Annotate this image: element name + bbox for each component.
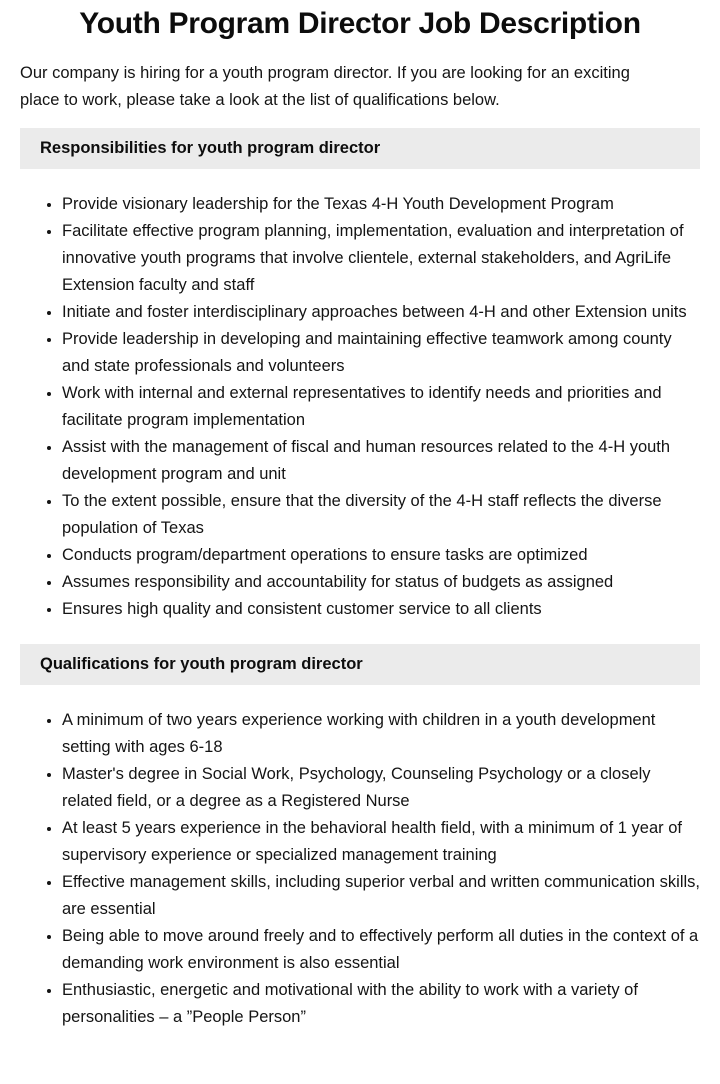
bullet-text: Effective management skills, including superior verbal and written communication skills, are essential (62, 873, 700, 918)
bullet-text: Ensures high quality and consistent customer service to all clients (62, 600, 542, 618)
bullet-text: Provide visionary leadership for the Texas 4-H Youth Development Program (62, 195, 614, 213)
page-title: Youth Program Director Job Description (79, 7, 641, 40)
list-item (62, 596, 700, 623)
bullet-text: Being able to move around freely and to effectively perform all duties in the context of a demanding work environment is also essential (62, 927, 699, 972)
list-item (62, 434, 700, 488)
list-item (62, 326, 700, 380)
list-item (62, 761, 700, 815)
bullet-text: Assist with the management of fiscal and human resources related to the 4-H youth development program and unit (62, 438, 671, 483)
list-item (62, 488, 700, 542)
bullet-text: Facilitate effective program planning, implementation, evaluation and interpretation of innovative youth programs that involve clientele, external stakeholders, and AgriLife Extension faculty and staff (62, 222, 684, 294)
section-heading: Responsibilities for youth program director (20, 128, 700, 169)
list-item (62, 218, 700, 299)
list-item (62, 569, 700, 596)
list-item (62, 923, 700, 977)
bullet-text: At least 5 years experience in the behavioral health field, with a minimum of 1 year of supervisory experience or specialized management training (62, 819, 682, 864)
section (20, 644, 700, 1031)
list-item (62, 815, 700, 869)
bullet-text: Master's degree in Social Work, Psychology, Counseling Psychology or a closely related field, or a degree as a Registered Nurse (62, 765, 651, 810)
list-item (62, 542, 700, 569)
bullet-text: A minimum of two years experience working with children in a youth development setting with ages 6-18 (62, 711, 656, 756)
bullet-text: To the extent possible, ensure that the diversity of the 4-H staff reflects the diverse population of Texas (62, 492, 662, 537)
list-item (62, 380, 700, 434)
bullet-list (20, 707, 700, 1031)
list-item (62, 191, 700, 218)
bullet-text: Enthusiastic, energetic and motivational with the ability to work with a variety of personalities – a ”People Person” (62, 981, 638, 1026)
section (20, 128, 700, 623)
intro-text: Our company is hiring for a youth program director. If you are looking for an exciting place to work, please take a look at the list of qualifications below. (20, 64, 630, 109)
list-item (62, 869, 700, 923)
bullet-text: Assumes responsibility and accountability for status of budgets as assigned (62, 573, 614, 591)
section-heading: Qualifications for youth program director (20, 644, 700, 685)
list-item (62, 707, 700, 761)
bullet-list (20, 191, 700, 623)
sections (20, 128, 700, 1031)
bullet-text: Provide leadership in developing and maintaining effective teamwork among county and state professionals and volunteers (62, 330, 672, 375)
bullet-text: Conducts program/department operations to ensure tasks are optimized (62, 546, 588, 564)
list-item (62, 977, 700, 1031)
bullet-text: Initiate and foster interdisciplinary approaches between 4-H and other Extension units (62, 303, 687, 321)
list-item (62, 299, 700, 326)
bullet-text: Work with internal and external representatives to identify needs and priorities and facilitate program implementation (62, 384, 662, 429)
